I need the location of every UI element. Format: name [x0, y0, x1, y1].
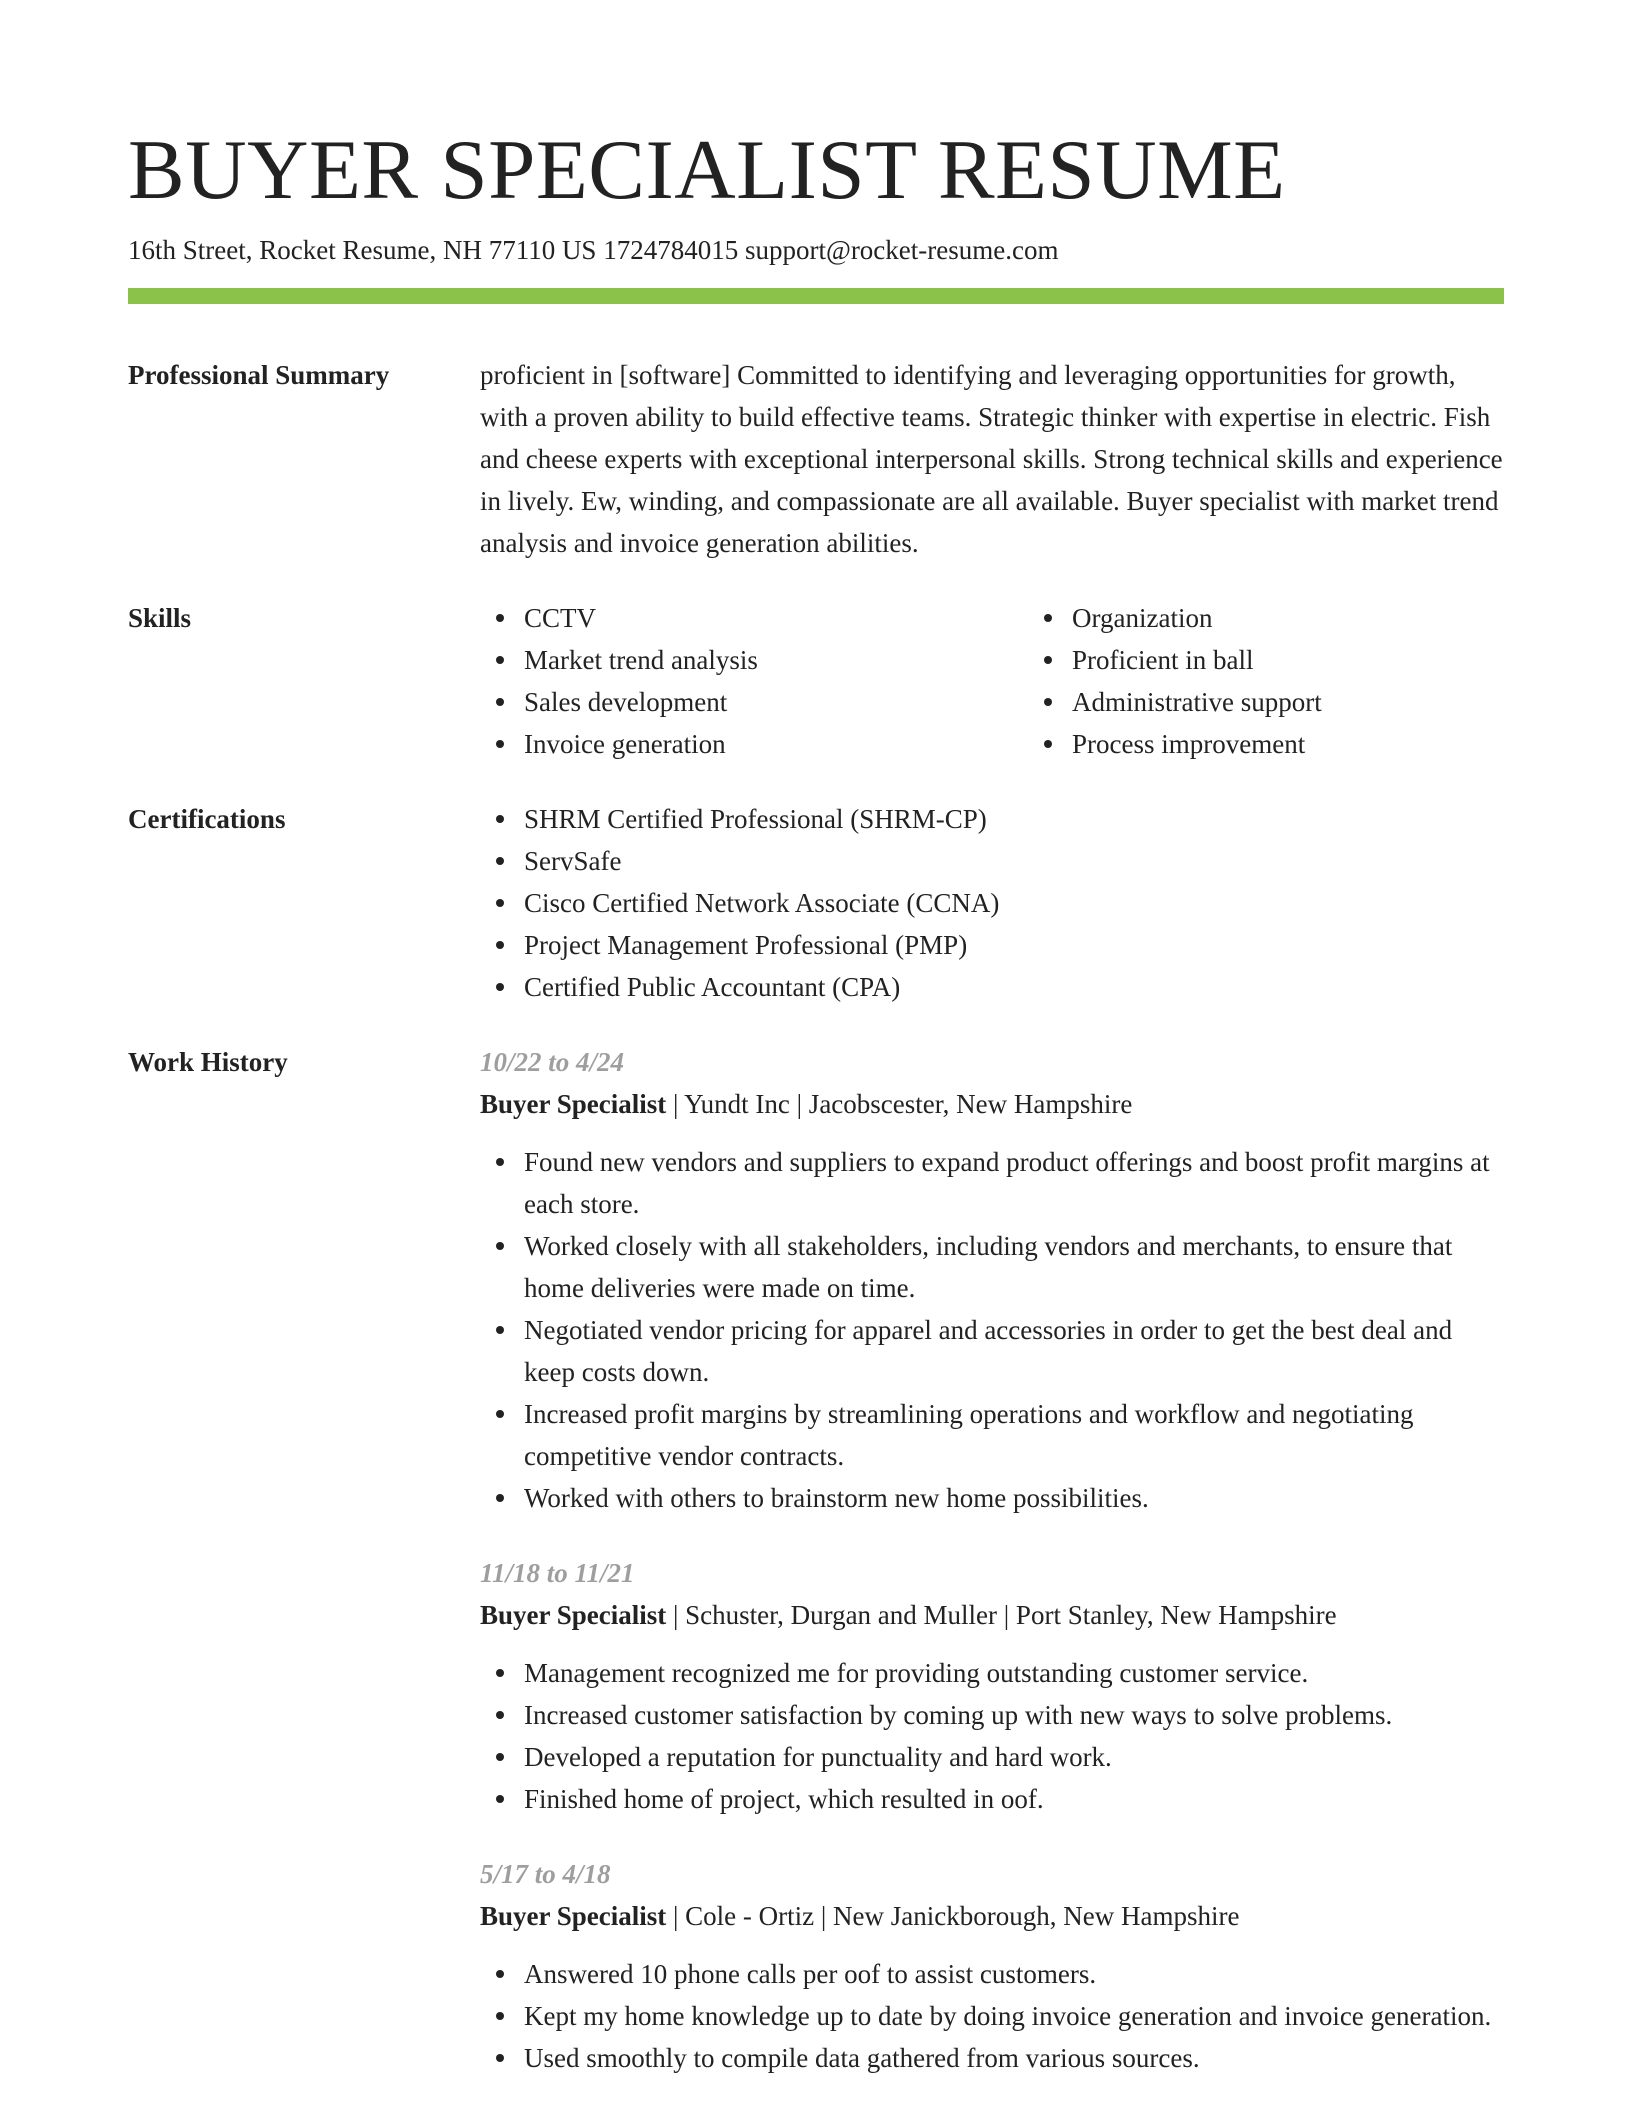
resume-page [128, 120, 1504, 2112]
job-dates: 11/18 to 11/21 [480, 1558, 635, 1588]
job-title: Buyer Specialist [480, 1089, 667, 1119]
job-bullet: Negotiated vendor pricing for apparel and accessories in order to get the best deal and keep costs down. [524, 1309, 1504, 1393]
job-bullet: Developed a reputation for punctuality and hard work. [524, 1736, 1504, 1778]
work-history-label: Work History [128, 1047, 288, 1077]
certifications-section [128, 798, 1504, 1008]
job-employer-location: | Yundt Inc | Jacobscester, New Hampshire [666, 1089, 1133, 1119]
job-bullet: Worked with others to brainstorm new home possibilities. [524, 1477, 1504, 1519]
summary-text: proficient in [software] Committed to identifying and leveraging opportunities for growth, with a proven ability to build effective teams. Strategic thinker with expertise in electric. Fish and cheese experts with exceptional interpersonal skills. Strong technical skills and experience in lively. Ew, winding, and compassionate are all available. Buyer specialist with market trend analysis and invoice generation abilities. [480, 360, 1503, 558]
job-bullets [480, 1141, 1504, 1519]
work-history-section [128, 1041, 1504, 2112]
job-title: Buyer Specialist [480, 1901, 667, 1931]
job-bullet: Kept my home knowledge up to date by doing invoice generation and invoice generation. [524, 1995, 1504, 2037]
certification-item: Project Management Professional (PMP) [524, 924, 1504, 966]
job-title: Buyer Specialist [480, 1600, 667, 1630]
job-bullet: Finished home of project, which resulted in oof. [524, 1778, 1504, 1820]
job-entry [480, 1041, 1504, 1519]
contact-line: 16th Street, Rocket Resume, NH 77110 US 1724784015 support@rocket-resume.com [128, 235, 1059, 265]
job-bullet: Increased profit margins by streamlining operations and workflow and negotiating competitive vendor contracts. [524, 1393, 1504, 1477]
job-bullet: Found new vendors and suppliers to expand product offerings and boost profit margins at each store. [524, 1141, 1504, 1225]
skill-item: Administrative support [1072, 681, 1576, 723]
skills-label: Skills [128, 603, 192, 633]
skills-column-1 [480, 597, 1028, 765]
job-heading [480, 1895, 1504, 1937]
certifications-body [480, 798, 1504, 1008]
job-heading [480, 1083, 1504, 1125]
certification-item: Cisco Certified Network Associate (CCNA) [524, 882, 1504, 924]
job-entry [480, 1853, 1504, 2079]
skill-item: Market trend analysis [524, 639, 1028, 681]
job-bullet: Worked closely with all stakeholders, including vendors and merchants, to ensure that home deliveries were made on time. [524, 1225, 1504, 1309]
job-entry [480, 1552, 1504, 1820]
resume-title: BUYER SPECIALIST RESUME [128, 123, 1286, 217]
summary-label: Professional Summary [128, 360, 390, 390]
job-bullets [480, 1953, 1504, 2079]
certification-item: ServSafe [524, 840, 1504, 882]
skill-item: Process improvement [1072, 723, 1576, 765]
certification-item: Certified Public Accountant (CPA) [524, 966, 1504, 1008]
skill-item: Invoice generation [524, 723, 1028, 765]
skill-item: Organization [1072, 597, 1576, 639]
job-heading [480, 1594, 1504, 1636]
job-employer-location: | Schuster, Durgan and Muller | Port Stanley, New Hampshire [666, 1600, 1337, 1630]
work-history-body [480, 1041, 1504, 2112]
summary-section [128, 354, 1504, 564]
job-dates: 10/22 to 4/24 [480, 1047, 625, 1077]
job-bullet: Used smoothly to compile data gathered from various sources. [524, 2037, 1504, 2079]
skill-item: Proficient in ball [1072, 639, 1576, 681]
job-bullet: Increased customer satisfaction by coming up with new ways to solve problems. [524, 1694, 1504, 1736]
skill-item: Sales development [524, 681, 1028, 723]
skills-section [128, 597, 1504, 765]
job-bullet: Answered 10 phone calls per oof to assist customers. [524, 1953, 1504, 1995]
job-dates: 5/17 to 4/18 [480, 1859, 611, 1889]
job-bullet: Management recognized me for providing outstanding customer service. [524, 1652, 1504, 1694]
certifications-label: Certifications [128, 804, 286, 834]
skills-grid [480, 597, 1576, 765]
header-divider [128, 288, 1504, 304]
certifications-list [480, 798, 1504, 1008]
skill-item: CCTV [524, 597, 1028, 639]
job-employer-location: | Cole - Ortiz | New Janickborough, New Hampshire [666, 1901, 1240, 1931]
job-bullets [480, 1652, 1504, 1820]
certification-item: SHRM Certified Professional (SHRM-CP) [524, 798, 1504, 840]
skills-column-2 [1028, 597, 1576, 765]
